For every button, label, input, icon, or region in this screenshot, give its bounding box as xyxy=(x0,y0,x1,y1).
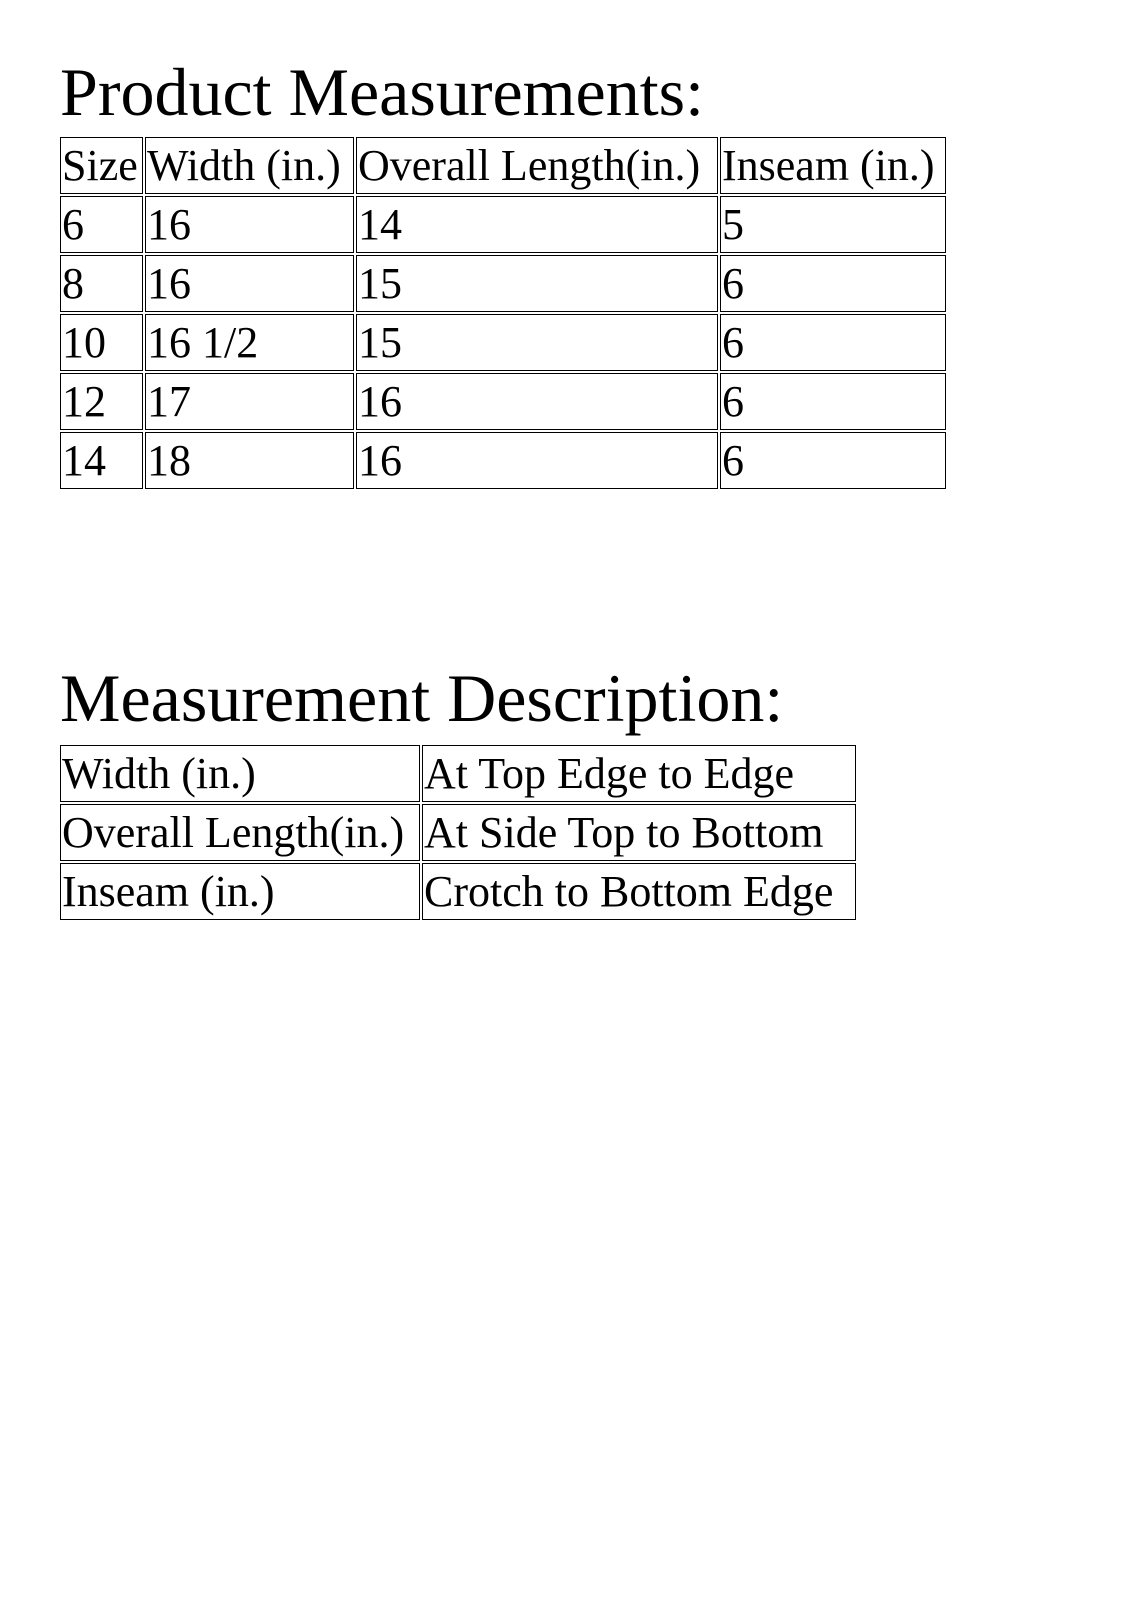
cell-size: 14 xyxy=(60,432,143,489)
cell-inseam: 6 xyxy=(720,432,946,489)
measurement-description-table xyxy=(58,743,858,922)
cell-width: 16 xyxy=(145,255,354,312)
cell-inseam: 6 xyxy=(720,255,946,312)
cell-size: 12 xyxy=(60,373,143,430)
cell-width: 18 xyxy=(145,432,354,489)
cell-overall-length: 15 xyxy=(356,255,718,312)
table-row xyxy=(60,314,946,371)
header-cell-size: Size xyxy=(60,137,143,194)
header-cell-overall-length: Overall Length(in.) xyxy=(356,137,718,194)
measurement-description-title: Measurement Description: xyxy=(60,660,784,736)
cell-measurement-name: Inseam (in.) xyxy=(60,863,420,920)
cell-overall-length: 16 xyxy=(356,373,718,430)
product-measurements-title: Product Measurements: xyxy=(60,54,704,130)
cell-width: 16 xyxy=(145,196,354,253)
cell-inseam: 6 xyxy=(720,373,946,430)
cell-measurement-description: At Side Top to Bottom xyxy=(422,804,856,861)
cell-overall-length: 14 xyxy=(356,196,718,253)
table-row xyxy=(60,745,856,802)
cell-overall-length: 15 xyxy=(356,314,718,371)
table-row xyxy=(60,863,856,920)
cell-size: 10 xyxy=(60,314,143,371)
cell-inseam: 5 xyxy=(720,196,946,253)
table-row xyxy=(60,255,946,312)
cell-width: 17 xyxy=(145,373,354,430)
cell-inseam: 6 xyxy=(720,314,946,371)
header-cell-width: Width (in.) xyxy=(145,137,354,194)
cell-measurement-description: Crotch to Bottom Edge xyxy=(422,863,856,920)
cell-size: 8 xyxy=(60,255,143,312)
table-header-row xyxy=(60,137,946,194)
cell-overall-length: 16 xyxy=(356,432,718,489)
cell-measurement-name: Width (in.) xyxy=(60,745,420,802)
cell-width: 16 1/2 xyxy=(145,314,354,371)
table-row xyxy=(60,432,946,489)
cell-measurement-name: Overall Length(in.) xyxy=(60,804,420,861)
cell-size: 6 xyxy=(60,196,143,253)
header-cell-inseam: Inseam (in.) xyxy=(720,137,946,194)
table-row xyxy=(60,373,946,430)
table-row xyxy=(60,196,946,253)
cell-measurement-description: At Top Edge to Edge xyxy=(422,745,856,802)
table-row xyxy=(60,804,856,861)
product-measurements-table xyxy=(58,135,948,491)
